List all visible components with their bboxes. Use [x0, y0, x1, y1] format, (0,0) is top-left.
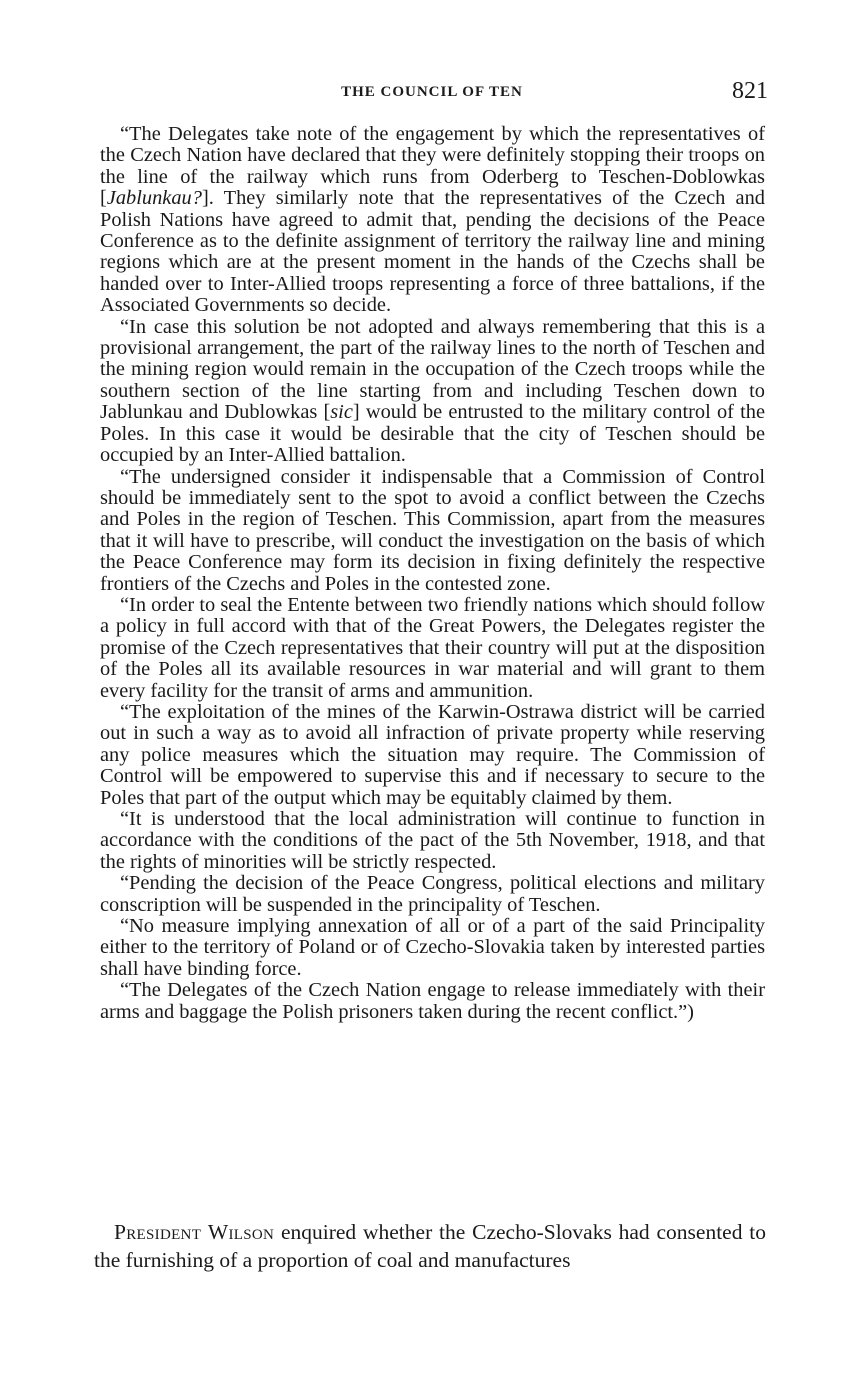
- paragraph-3: “The undersigned consider it indispensable that a Commission of Control should be immediately sent to the spot to avoid a conflict between the Czechs and Poles in the region of Teschen. This Commission, apart from the measures that it will have to prescribe, will conduct the investigation on the basis of which the Peace Conference may form its decision in fixing definitely the respective frontiers of the Czechs and Poles in the contested zone.: [100, 465, 765, 595]
- running-head: [96, 78, 768, 112]
- paragraph-1: [100, 124, 765, 317]
- running-title: THE COUNCIL OF TEN: [341, 84, 523, 100]
- paragraph-6: “It is understood that the local administration will continue to function in accordance with the conditions of the pact of the 5th November, 1918, and that the rights of minorities will be strictly respected.: [100, 808, 765, 873]
- closing-paragraph: [94, 1218, 766, 1274]
- paragraph-7: “Pending the decision of the Peace Congress, political elections and military conscription will be suspended in the principality of Teschen.: [100, 872, 765, 916]
- paragraph-9: “The Delegates of the Czech Nation engage to release immediately with their arms and baggage the Polish prisoners taken during the recent conflict.”): [100, 979, 765, 1023]
- paragraph-4: “In order to seal the Entente between two friendly nations which should follow a policy in full accord with that of the Great Powers, the Delegates register the promise of the Czech representatives that their country will put at the disposition of the Poles all its available resources in war material and will grant to them every facility for the transit of arms and ammunition.: [100, 593, 765, 702]
- speaker-name: President Wilson: [114, 1220, 275, 1244]
- paragraph-2: [100, 317, 765, 467]
- paragraph-2-italic: sic: [330, 401, 353, 424]
- closing-text: [94, 1218, 766, 1274]
- paragraph-2-after: ] would be entrusted to the military control of the Poles. In this case it would be desirable that the city of Teschen should be occupied by an Inter-Allied battalion.: [100, 401, 765, 467]
- page-number: 821: [732, 78, 768, 104]
- paragraph-8: “No measure implying annexation of all or of a part of the said Principality either to the territory of Poland or of Czecho-Slovakia taken by interested parties shall have binding force.: [100, 915, 765, 980]
- paragraph-5: “The exploitation of the mines of the Karwin-Ostrawa district will be carried out in such a way as to avoid all infraction of private property while reserving any police measures which the situation may require. The Commission of Control will be empowered to supervise this and if necessary to secure to the Poles that part of the output which may be equitably claimed by them.: [100, 700, 765, 809]
- closing-sentence: enquired whether the Czecho-Slovaks had consented to the furnishing of a proportion of coal and manufactures: [94, 1220, 766, 1272]
- paragraph-2-before: “In case this solution be not adopted and always remembering that this is a provisional arrangement, the part of the railway lines to the north of Teschen and the mining region would remain in the occupation of the Czech troops while the southern section of the line starting from and including Teschen down to Jablunkau and Dublowkas [: [100, 315, 765, 424]
- quoted-declaration: [100, 124, 765, 1023]
- paragraph-1-before: “The Delegates take note of the engagement by which the representatives of the Czech Nation have declared that they were definitely stopping their troops on the line of the railway which runs from Oderberg to Teschen-Doblowkas [: [100, 123, 765, 210]
- paragraph-1-after: ]. They similarly note that the representatives of the Czech and Polish Nations have agreed to admit that, pending the decisions of the Peace Conference as to the definite assignment of territory the railway line and mining regions which are at the present moment in the hands of the Czechs shall be handed over to Inter-Allied troops representing a force of three battalions, if the Associated Governments so decide.: [100, 187, 765, 317]
- paragraph-1-italic: Jablunkau?: [106, 187, 202, 210]
